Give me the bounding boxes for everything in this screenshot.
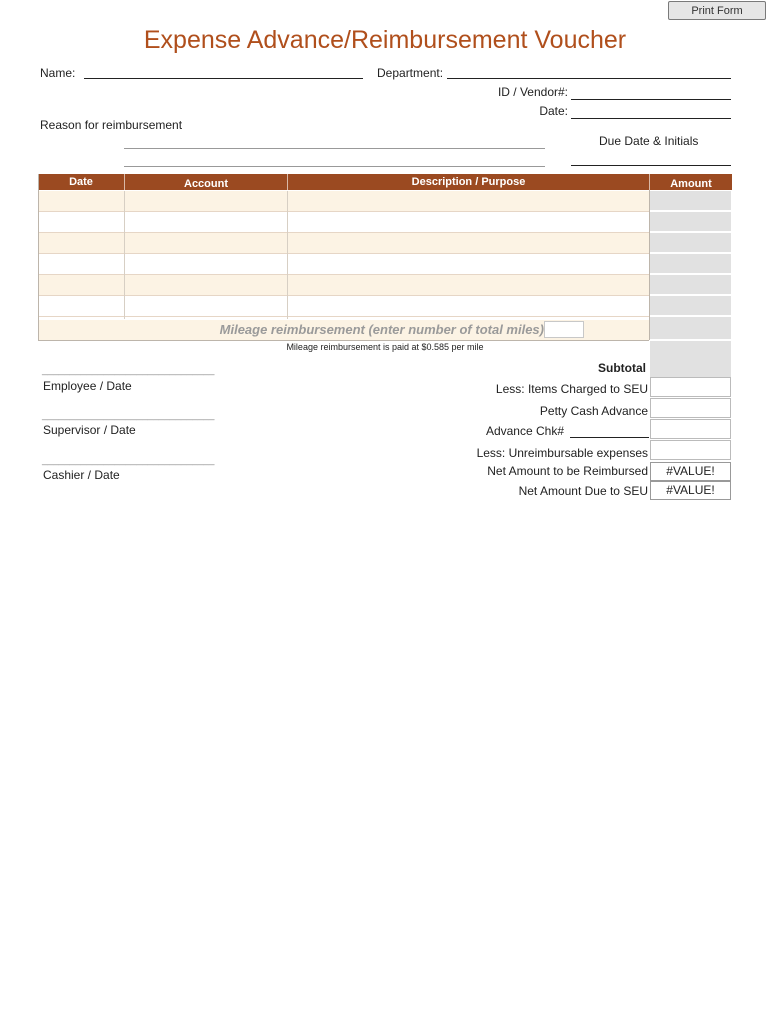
reason-field-line-1[interactable]: [124, 148, 545, 149]
table-row[interactable]: [39, 254, 649, 275]
unreimbursable-label: Less: Unreimbursable expenses: [476, 446, 648, 460]
amount-cell[interactable]: [650, 191, 731, 211]
date-field[interactable]: [571, 118, 731, 119]
subtotal-label: Subtotal: [598, 361, 646, 375]
items-charged-label: Less: Items Charged to SEU: [495, 382, 648, 396]
advance-chk-label: Advance Chk#: [485, 424, 564, 438]
reason-field-line-2[interactable]: [124, 166, 545, 167]
table-header: [38, 174, 732, 190]
supervisor-date-label: Supervisor / Date: [43, 423, 136, 437]
net-reimbursed-value: #VALUE!: [650, 462, 731, 481]
due-date-field[interactable]: [571, 165, 731, 166]
print-form-button[interactable]: Print Form: [668, 1, 766, 20]
column-divider: [124, 191, 125, 319]
amount-cell[interactable]: [650, 275, 731, 295]
employee-date-label: Employee / Date: [43, 379, 132, 393]
col-account: Account: [184, 178, 228, 190]
table-bottom-border: [38, 340, 649, 341]
items-charged-input[interactable]: [650, 377, 731, 397]
name-label: Name:: [40, 66, 76, 80]
id-vendor-label: ID / Vendor#:: [497, 85, 568, 99]
advance-chk-amount[interactable]: [650, 419, 731, 439]
amount-cell[interactable]: [650, 233, 731, 253]
supervisor-signature-line[interactable]: _______________________________: [42, 410, 215, 421]
cashier-signature-line[interactable]: _______________________________: [42, 455, 215, 466]
amount-cell[interactable]: [650, 212, 731, 232]
table-row[interactable]: [39, 212, 649, 233]
amount-cell[interactable]: [650, 254, 731, 274]
date-label: Date:: [539, 104, 568, 118]
net-reimbursed-label: Net Amount to be Reimbursed: [487, 464, 648, 478]
petty-cash-label: Petty Cash Advance: [539, 404, 648, 418]
col-amount: Amount: [670, 178, 712, 190]
mileage-label: Mileage reimbursement (enter number of total miles): [219, 322, 544, 337]
column-divider: [287, 191, 288, 319]
reason-label: Reason for reimbursement: [40, 118, 183, 132]
cashier-date-label: Cashier / Date: [43, 468, 120, 482]
department-field[interactable]: [447, 78, 731, 79]
employee-signature-line[interactable]: _______________________________: [42, 365, 215, 376]
table-row[interactable]: [39, 191, 649, 212]
net-due-value: #VALUE!: [650, 481, 731, 500]
table-row[interactable]: [39, 296, 649, 317]
mileage-note: Mileage reimbursement is paid at $0.585 per mile: [286, 342, 484, 352]
unreimbursable-input[interactable]: [650, 440, 731, 460]
table-left-border: [38, 174, 39, 340]
mileage-row: [39, 320, 649, 340]
mileage-input[interactable]: [544, 321, 584, 338]
page-title: Expense Advance/Reimbursement Voucher: [143, 26, 627, 54]
due-date-label: Due Date & Initials: [599, 134, 699, 148]
name-field[interactable]: [84, 78, 363, 79]
amount-cell[interactable]: [650, 296, 731, 316]
subtotal-cell: [650, 341, 731, 377]
net-due-label: Net Amount Due to SEU: [518, 484, 648, 498]
mileage-amount-cell: [650, 317, 731, 340]
department-label: Department:: [377, 66, 444, 80]
table-row[interactable]: [39, 275, 649, 296]
advance-chk-field[interactable]: [570, 437, 649, 438]
petty-cash-input[interactable]: [650, 398, 731, 418]
id-vendor-field[interactable]: [571, 99, 731, 100]
col-description: Description / Purpose: [411, 176, 526, 188]
col-date: Date: [69, 176, 93, 188]
table-row[interactable]: [39, 233, 649, 254]
